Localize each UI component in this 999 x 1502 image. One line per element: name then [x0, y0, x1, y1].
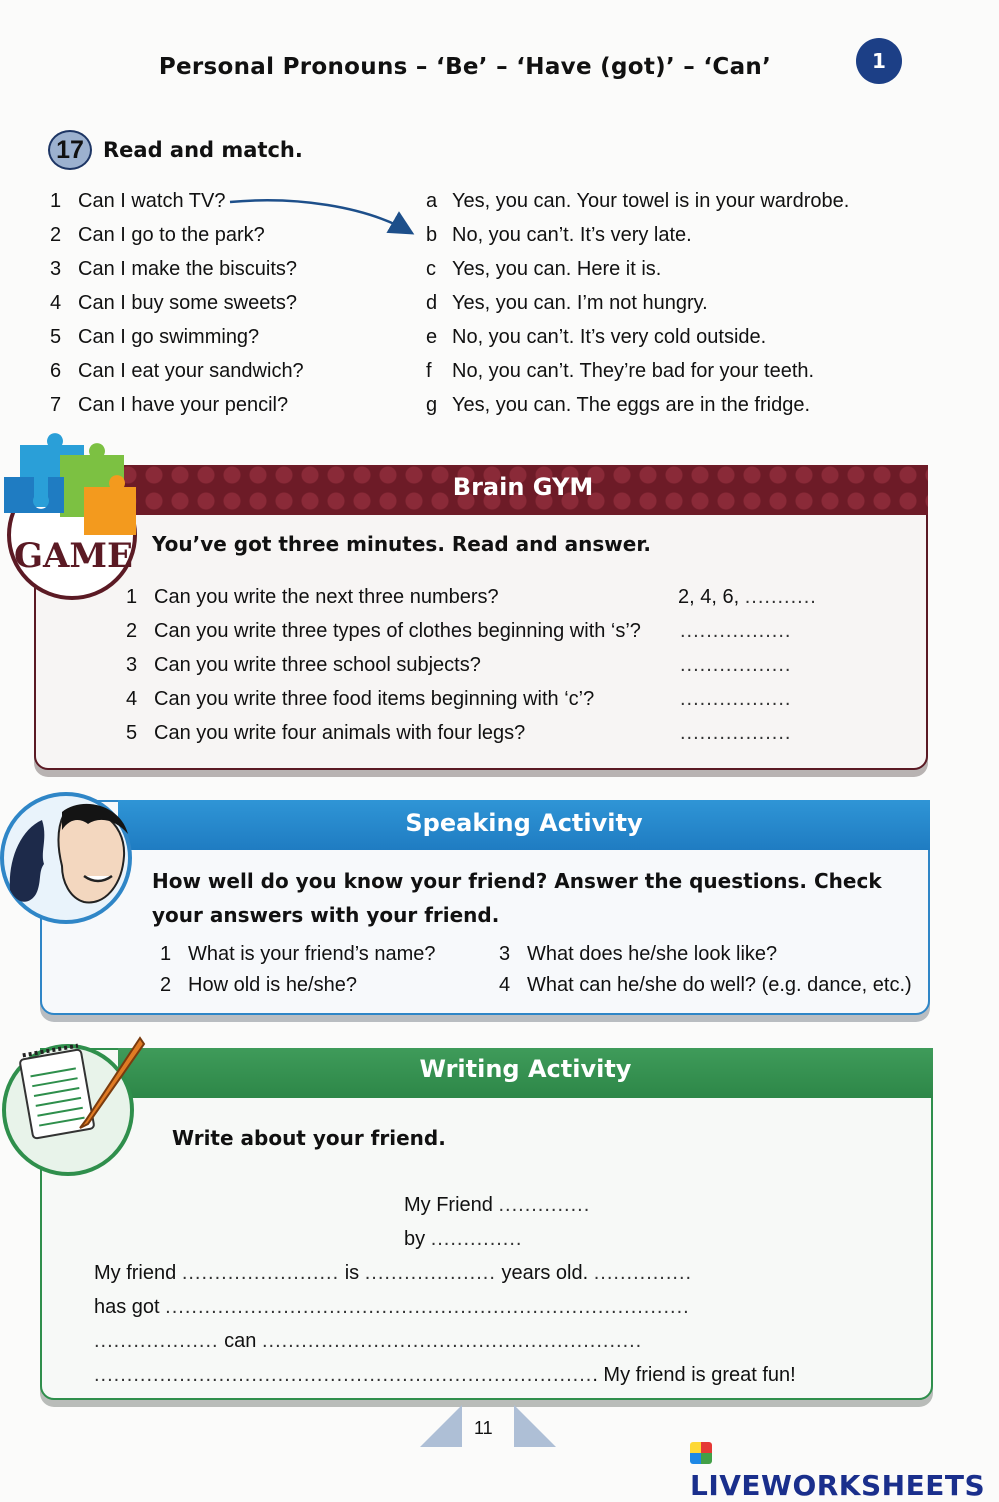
age-blank[interactable]: ....................	[364, 1262, 496, 1284]
years-old-label: years old.	[501, 1262, 589, 1284]
page-tab-left-decoration	[420, 1405, 462, 1447]
item-number: 1	[126, 586, 138, 608]
question-text: What does he/she look like?	[527, 943, 778, 965]
question-text: What is your friend’s name?	[188, 943, 436, 965]
item-number: 4	[126, 688, 138, 710]
writing-title-line	[404, 1188, 590, 1222]
question-text: Can I go to the park?	[78, 224, 265, 246]
answer-item[interactable]	[426, 286, 849, 320]
by-label: by	[404, 1228, 426, 1250]
title-blank[interactable]: ..............	[498, 1194, 591, 1216]
by-blank[interactable]: ..............	[430, 1228, 523, 1250]
speaking-instruction-line: your answers with your friend.	[152, 903, 500, 927]
brain-gym-item	[126, 580, 866, 614]
page-tab-right-decoration	[514, 1405, 556, 1447]
speaking-instruction	[152, 864, 882, 932]
item-number: 3	[126, 654, 138, 676]
question-item	[50, 320, 304, 354]
game-puzzle-icon	[0, 425, 150, 590]
brain-gym-instruction: You’ve got three minutes. Read and answer.	[152, 532, 651, 556]
question-number: 1	[160, 943, 172, 965]
answer-text: Yes, you can. I’m not hungry.	[452, 292, 708, 314]
question-text: Can I buy some sweets?	[78, 292, 297, 314]
answer-blank[interactable]: .................	[680, 620, 792, 642]
speaking-question	[499, 970, 912, 1001]
question-number: 1	[50, 190, 62, 212]
my-friend-label: My friend	[94, 1262, 177, 1284]
brain-gym-item	[126, 648, 866, 682]
answer-letter: d	[426, 292, 438, 314]
answer-text: Yes, you can. Here it is.	[452, 258, 662, 280]
answer-text: No, you can’t. It’s very late.	[452, 224, 692, 246]
can-label: can	[224, 1330, 257, 1352]
answer-item[interactable]	[426, 320, 849, 354]
can-blank[interactable]: ..........................................................	[261, 1330, 643, 1352]
page-title: Personal Pronouns – ‘Be’ – ‘Have (got)’ – ‘Can’	[158, 54, 772, 80]
blank-dots: ...........	[744, 586, 817, 608]
answer-item[interactable]	[426, 252, 849, 286]
has-got-label: has got	[94, 1296, 160, 1318]
answer-letter: g	[426, 394, 438, 416]
answer-text: Yes, you can. The eggs are in the fridge.	[452, 394, 811, 416]
answer-blank[interactable]: .................	[680, 722, 792, 744]
speaking-questions-left	[160, 939, 436, 1001]
item-number: 2	[126, 620, 138, 642]
text-blank[interactable]: ............................................................................	[94, 1364, 593, 1386]
question-text: How old is he/she?	[188, 974, 357, 996]
writing-line-2	[94, 1290, 894, 1324]
answer-text: No, you can’t. They’re bad for your teeth.	[452, 360, 815, 382]
brand-text: LIVEWORKSHEETS	[690, 1469, 986, 1502]
brain-gym-header: Brain GYM	[452, 473, 594, 501]
question-number: 4	[499, 974, 511, 996]
answer-letter: c	[426, 258, 436, 280]
answer-item[interactable]	[426, 218, 849, 252]
writing-instruction: Write about your friend.	[172, 1126, 446, 1150]
writing-line-3	[94, 1324, 894, 1358]
game-badge-text: GAME	[14, 536, 133, 576]
question-number: 6	[50, 360, 62, 382]
speaking-question	[499, 939, 912, 970]
title-label: My Friend	[404, 1194, 493, 1216]
question-item	[50, 252, 304, 286]
text-blank[interactable]: ...................	[94, 1330, 219, 1352]
answer-item[interactable]	[426, 388, 849, 422]
speaking-faces-icon	[0, 790, 136, 930]
question-number: 3	[50, 258, 62, 280]
exercise-number-badge: 17	[48, 130, 92, 170]
answer-blank[interactable]: .................	[680, 654, 792, 676]
answer-item[interactable]	[426, 354, 849, 388]
speaking-header: Speaking Activity	[405, 809, 643, 837]
question-number: 2	[50, 224, 62, 246]
closing-sentence: . My friend is great fun!	[592, 1364, 796, 1386]
item-text: Can you write three food items beginning with ‘c’?	[154, 688, 595, 710]
answer-blank[interactable]	[678, 580, 817, 614]
speaking-instruction-line: How well do you know your friend? Answer the questions. Check	[152, 869, 882, 893]
answer-text: No, you can’t. It’s very cold outside.	[452, 326, 767, 348]
writing-line-1	[94, 1256, 894, 1290]
notepad-pencil-icon	[0, 1032, 150, 1178]
unit-badge: 1	[856, 38, 902, 84]
item-text: Can you write three school subjects?	[154, 654, 481, 676]
question-text: Can I eat your sandwich?	[78, 360, 304, 382]
blank-prefix: 2, 4, 6,	[678, 586, 740, 608]
brand-logo-icon	[690, 1442, 712, 1464]
answer-item[interactable]	[426, 184, 849, 218]
answer-list	[426, 184, 849, 422]
item-text: Can you write three types of clothes beginning with ‘s’?	[154, 620, 641, 642]
question-text: Can I go swimming?	[78, 326, 260, 348]
question-number: 4	[50, 292, 62, 314]
answer-blank[interactable]: .................	[680, 688, 792, 710]
question-text: What can he/she do well? (e.g. dance, etc.)	[527, 974, 912, 996]
text-blank[interactable]: ...............	[593, 1262, 693, 1284]
exercise-title: Read and match.	[103, 138, 303, 162]
item-number: 5	[126, 722, 138, 744]
match-arrow-icon	[225, 190, 425, 246]
answer-letter: f	[426, 360, 432, 382]
writing-by-line	[404, 1222, 522, 1256]
speaking-question	[160, 970, 436, 1001]
item-text: Can you write the next three numbers?	[154, 586, 499, 608]
brand-logo	[690, 1436, 999, 1502]
question-item	[50, 388, 304, 422]
page-number: 11	[474, 1418, 493, 1438]
answer-text: Yes, you can. Your towel is in your wardrobe.	[452, 190, 850, 212]
has-got-blank[interactable]: ................................................................................	[165, 1296, 690, 1318]
answer-letter: a	[426, 190, 438, 212]
speaking-questions-right	[499, 939, 912, 1001]
brain-gym-list	[126, 580, 866, 750]
question-number: 5	[50, 326, 62, 348]
question-number: 3	[499, 943, 511, 965]
item-text: Can you write four animals with four legs?	[154, 722, 526, 744]
question-item	[50, 354, 304, 388]
is-label: is	[344, 1262, 360, 1284]
question-text: Can I have your pencil?	[78, 394, 289, 416]
question-number: 2	[160, 974, 172, 996]
name-blank[interactable]: ........................	[181, 1262, 340, 1284]
answer-letter: e	[426, 326, 438, 348]
brain-gym-item	[126, 682, 866, 716]
question-number: 7	[50, 394, 62, 416]
question-text: Can I make the biscuits?	[78, 258, 297, 280]
writing-header: Writing Activity	[419, 1055, 632, 1083]
brain-gym-item	[126, 716, 866, 750]
writing-line-4	[94, 1358, 894, 1392]
question-item	[50, 286, 304, 320]
answer-letter: b	[426, 224, 438, 246]
question-text: Can I watch TV?	[78, 190, 226, 212]
brain-gym-item	[126, 614, 866, 648]
speaking-question	[160, 939, 436, 970]
